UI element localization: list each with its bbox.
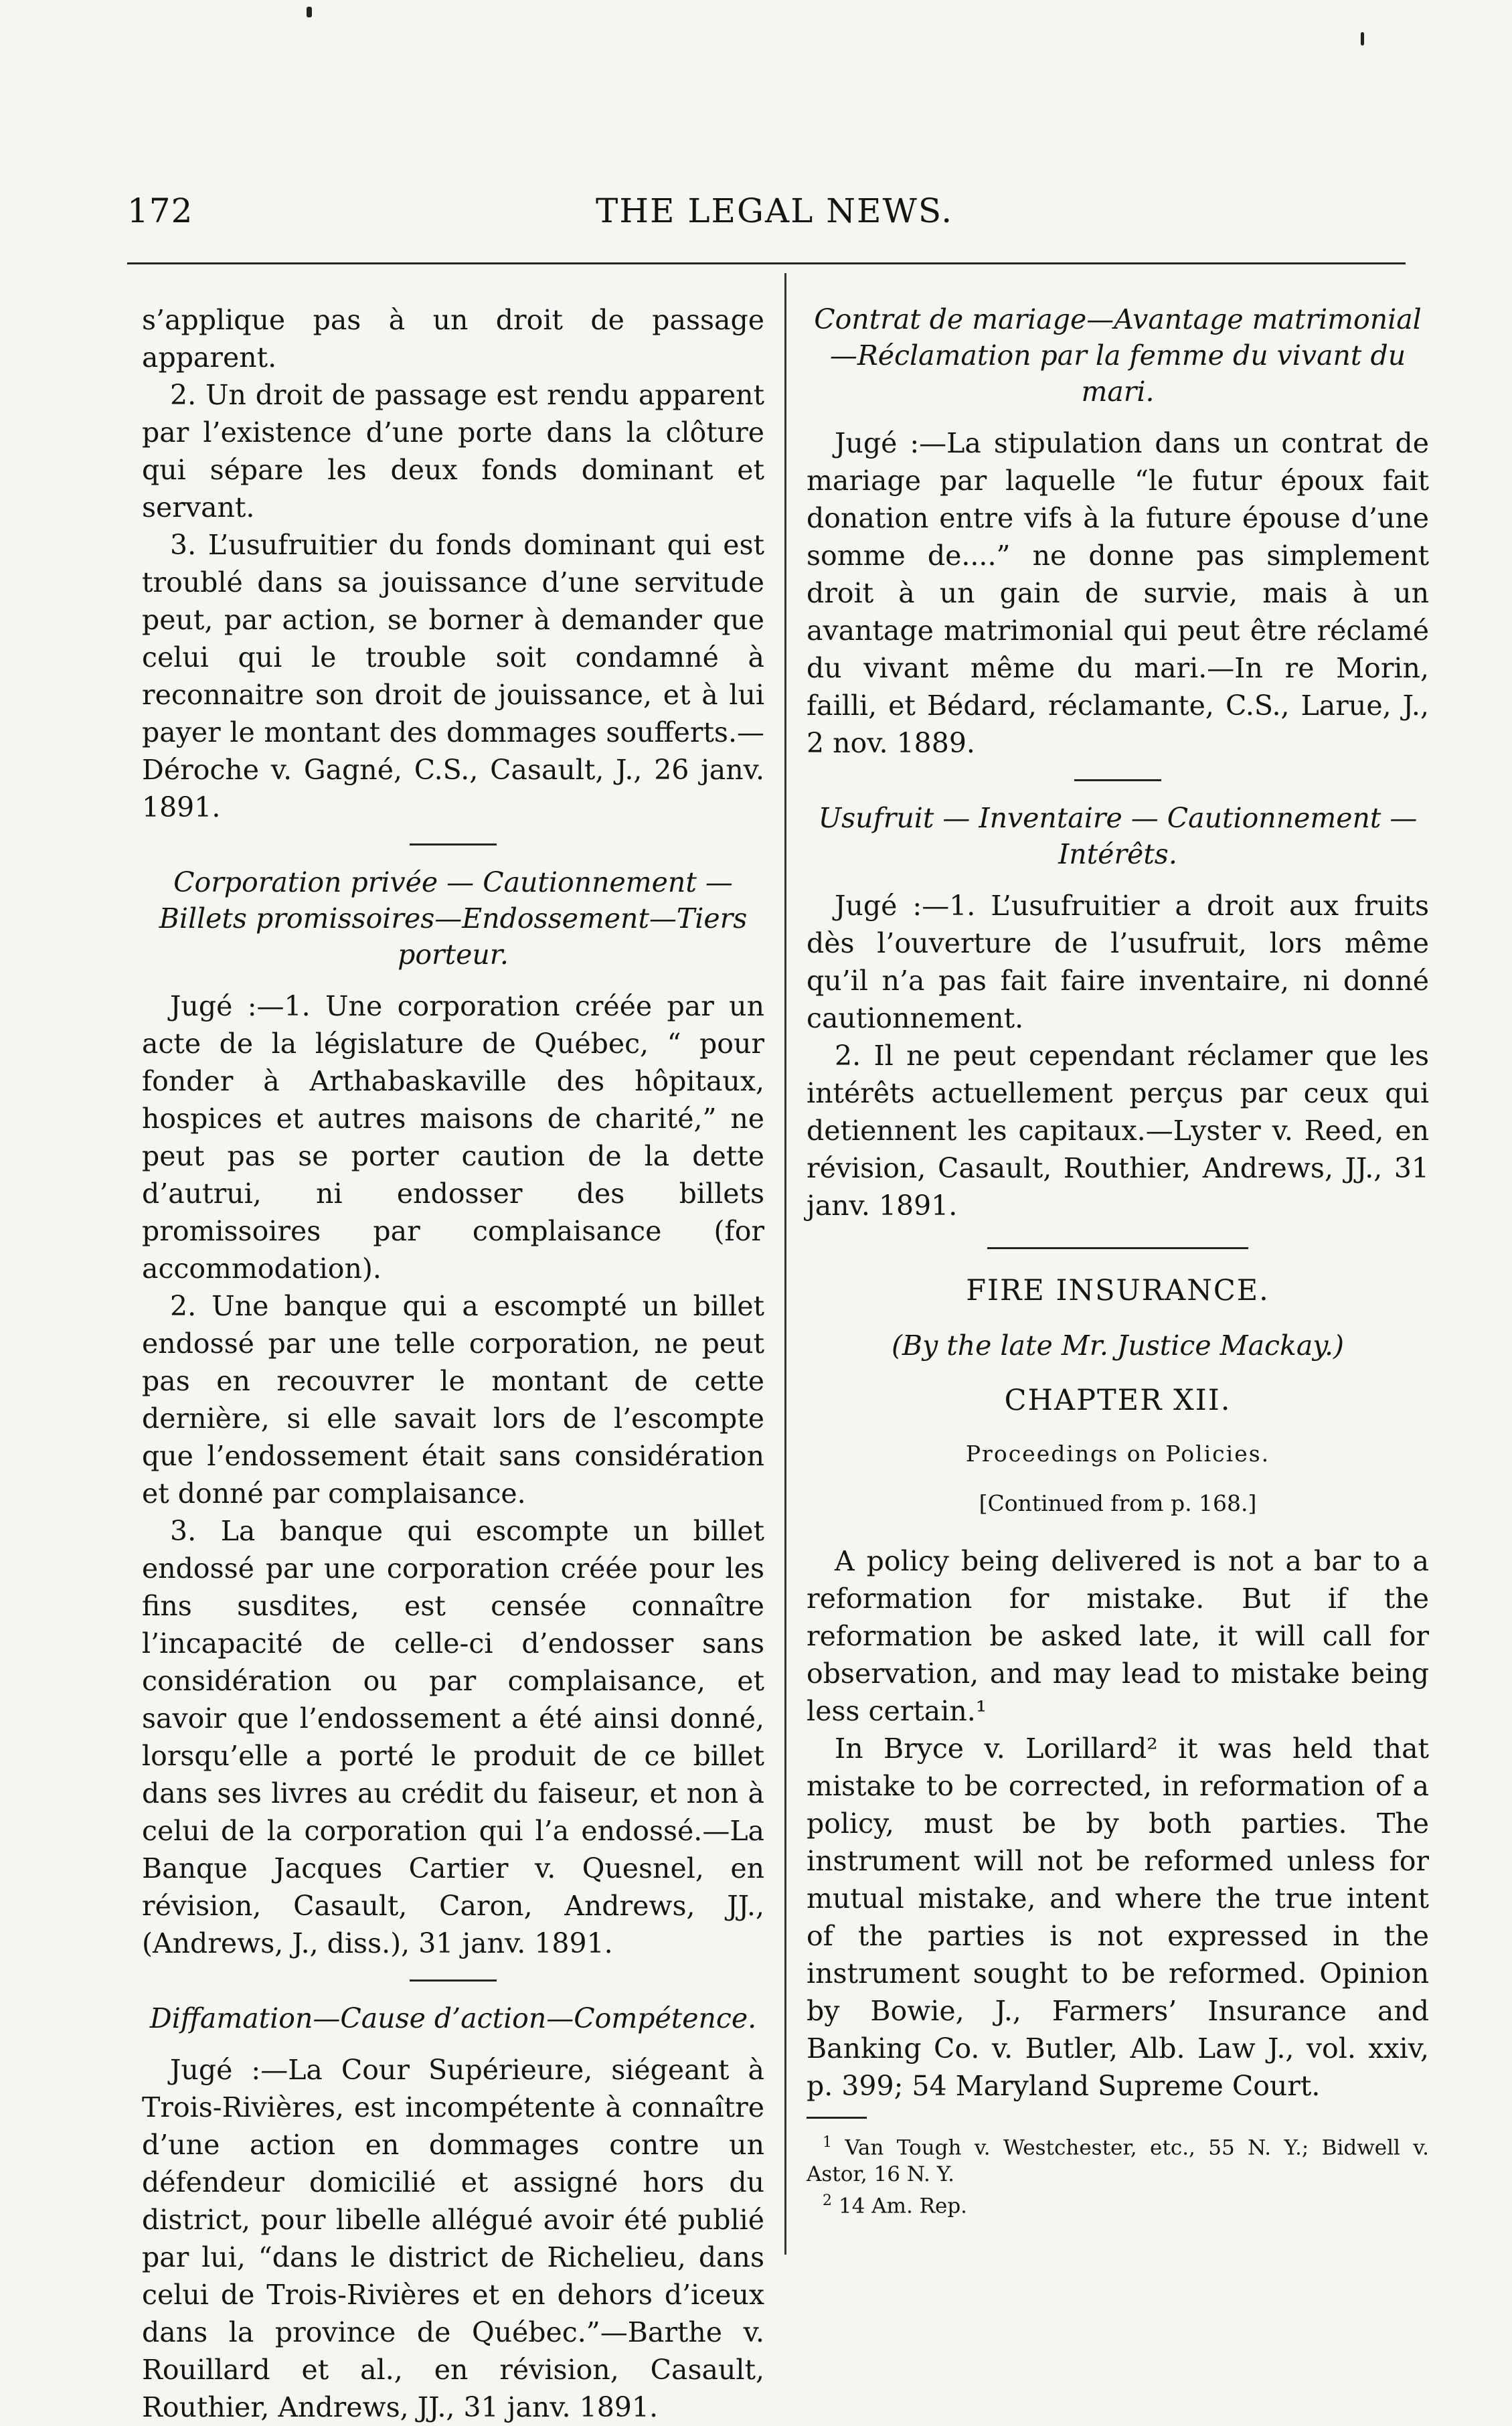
footnote-number: 2 [823, 2192, 832, 2210]
case-heading: Corporation privée — Cautionnement — Billets promissoires—Endossement—Tiers porteur. [159, 866, 748, 971]
paragraph: s’applique pas à un droit de passage apparent. [142, 304, 764, 374]
paragraph: Jugé :—1. Une corporation créée par un acte de la législature de Québec, “ pour fonder à Arthabaskaville des hôpitaux, hospices et autres maisons de charité,” ne peut pas se porter caution de la dette d’autrui, ni endosser des billets promissoires par complaisance (for accommodation). [142, 990, 764, 1285]
paragraph: 3. L’usufruitier du fonds dominant qui est troublé dans sa jouissance d’une servitude peut, par action, se borner à demander que celui qui le trouble soit condamné à reconnaitre son droit de jouissance, et à lui payer le montant des dommages soufferts.—Déroche v. Gagné, C.S., Casault, J., 26 janv. 1891. [142, 529, 764, 823]
page-speck [1361, 32, 1364, 46]
footnote-text: Van Tough v. Westchester, etc., 55 N. Y.; Bidwell v. Astor, 16 N. Y. [807, 2135, 1429, 2187]
column-divider [784, 273, 786, 2255]
section-rule [410, 843, 497, 845]
paragraph: Jugé :—La Cour Supérieure, siégeant à Trois-Rivières, est incompétente à connaître d’une action en dommages contre un défendeur domicilié et assigné hors du district, pour libelle allégué avoir été publié par lui, “dans le district de Richelieu, dans celui de Trois-Rivières et en dehors d’iceux dans la province de Québec.”—Barthe v. Rouillard et al., en révision, Casault, Routhier, Andrews, JJ., 31 janv. 1891. [142, 2054, 764, 2423]
footnote [807, 2129, 1429, 2188]
footnote-rule [807, 2117, 867, 2119]
section-rule [410, 1979, 497, 1982]
chapter-subtitle: Proceedings on Policies. [965, 1441, 1270, 1467]
byline: (By the late Mr. Justice Mackay.) [891, 1329, 1345, 1362]
right-column [807, 301, 1429, 2220]
footnote-text: 14 Am. Rep. [838, 2194, 968, 2218]
paragraph: 2. Il ne peut cependant réclamer que les intérêts actuellement perçus par ceux qui detiennent les capitaux.—Lyster v. Reed, en révision, Casault, Routhier, Andrews, JJ., 31 janv. 1891. [807, 1040, 1429, 1222]
case-heading: Contrat de mariage—Avantage matrimonial—Réclamation par la femme du vivant du mari. [814, 303, 1422, 408]
paragraph: Jugé :—1. L’usufruitier a droit aux fruits dès l’ouverture de l’usufruit, lors même qu’il n’a pas fait faire inventaire, ni donné cautionnement. [807, 890, 1429, 1034]
section-rule [1074, 779, 1161, 781]
chapter-title: CHAPTER XII. [1004, 1384, 1232, 1417]
header-rule [127, 262, 1406, 264]
case-heading: Diffamation—Cause d’action—Compétence. [149, 2002, 757, 2034]
continued-note: [Continued from p. 168.] [979, 1490, 1257, 1516]
paragraph: 3. La banque qui escompte un billet endossé par une corporation créée pour les fins susdites, est censée connaître l’incapacité de celle-ci d’endosser sans considération ou par complaisance, et savoir que l’endossement a été ainsi donné, lorsqu’elle a porté le produit de ce billet dans ses livres au crédit du faiseur, et non à celui de la corporation qui l’a endossé.—La Banque Jacques Cartier v. Quesnel, en révision, Casault, Caron, Andrews, JJ., (Andrews, J., diss.), 31 janv. 1891. [142, 1515, 764, 1959]
paragraph: A policy being delivered is not a bar to a reformation for mistake. But if the reformation be asked late, it will call for observation, and may lead to mistake being less certain.¹ [807, 1545, 1429, 1727]
running-title: THE LEGAL NEWS. [596, 191, 954, 230]
section-title: FIRE INSURANCE. [966, 1274, 1270, 1307]
paragraph: In Bryce v. Lorillard² it was held that mistake to be corrected, in reformation of a policy, must be by both parties. The instrument will not be reformed unless for mutual mistake, and where the true intent of the parties is not expressed in the instrument sought to be reformed. Opinion by Bowie, J., Farmers’ Insurance and Banking Co. v. Butler, Alb. Law J., vol. xxiv, p. 399; 54 Maryland Supreme Court. [807, 1732, 1429, 2102]
page-header [127, 191, 1406, 245]
paragraph: Jugé :—La stipulation dans un contrat de mariage par laquelle “le futur époux fait donation entre vifs à la future épouse d’une somme de....” ne donne pas simplement droit à un gain de survie, mais à un avantage matrimonial qui peut être réclamé du vivant même du mari.—In re Morin, failli, et Bédard, réclamante, C.S., Larue, J., 2 nov. 1889. [807, 427, 1429, 759]
footnote-number: 1 [823, 2134, 832, 2151]
page-number: 172 [127, 191, 193, 230]
paragraph: 2. Une banque qui a escompté un billet endossé par une telle corporation, ne peut pas en recouvrer le montant de cette dernière, si elle savait lors de l’escompte que l’endossement était sans considération et donné par complaisance. [142, 1290, 764, 1510]
footnote [807, 2188, 1429, 2219]
paragraph: 2. Un droit de passage est rendu apparent par l’existence d’une porte dans la clôture qui sépare les deux fonds dominant et servant. [142, 379, 764, 523]
case-heading: Usufruit — Inventaire — Cautionnement — Intérêts. [818, 802, 1418, 870]
section-rule [987, 1247, 1248, 1249]
page-speck [307, 7, 312, 17]
left-column [142, 301, 764, 2426]
